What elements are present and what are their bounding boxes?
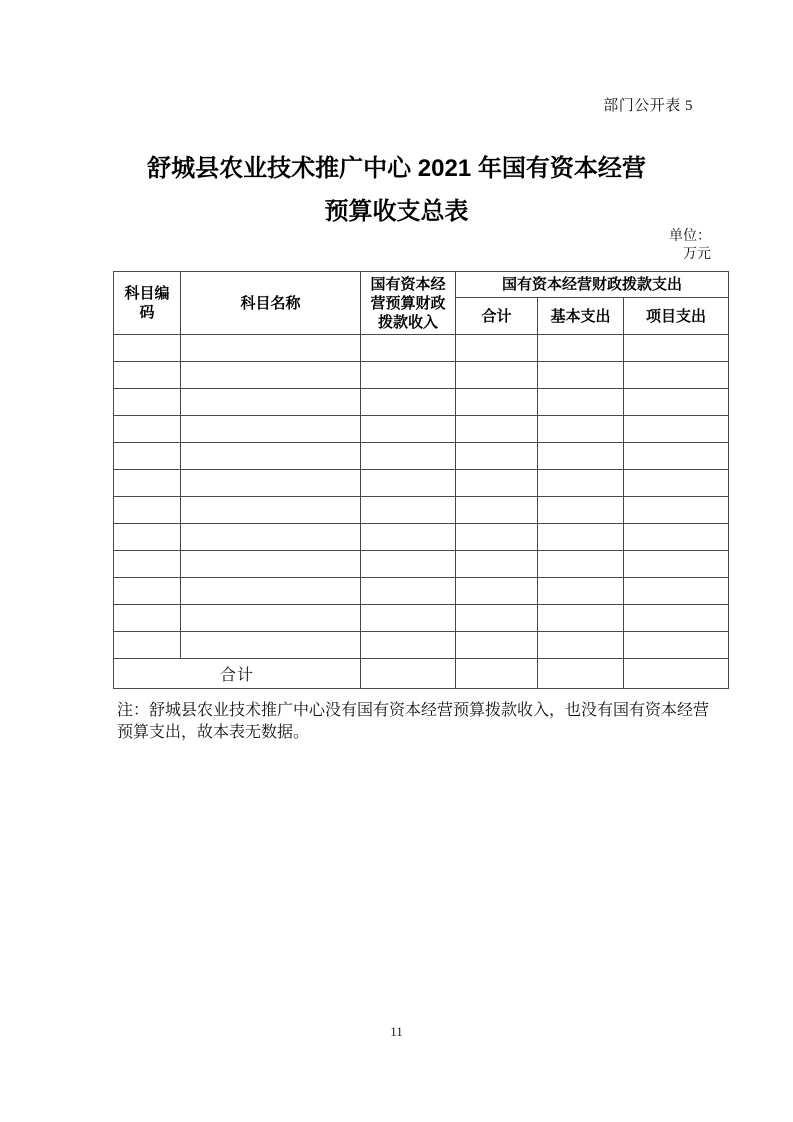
table-row — [114, 578, 729, 605]
table-cell — [114, 605, 181, 632]
total-row — [114, 659, 729, 689]
table-cell — [114, 335, 181, 362]
footnote-line-2: 预算支出，故本表无数据。 — [117, 724, 310, 741]
page-number: 11 — [390, 1024, 403, 1039]
col-header-expense-group: 国有资本经营财政拨款支出 — [456, 272, 729, 298]
table-cell — [361, 389, 456, 416]
table-cell — [456, 524, 538, 551]
table-cell — [361, 551, 456, 578]
unit-label: 单位： — [669, 229, 711, 244]
footnote — [117, 700, 723, 744]
table-cell — [456, 497, 538, 524]
table-cell — [538, 524, 624, 551]
table-cell — [114, 578, 181, 605]
table-cell — [114, 470, 181, 497]
table-cell — [181, 470, 361, 497]
table-cell — [181, 632, 361, 659]
table-cell — [538, 605, 624, 632]
table-row — [114, 497, 729, 524]
table-body — [114, 335, 729, 659]
col-header-subject-name: 科目名称 — [181, 272, 361, 335]
table-cell — [624, 416, 729, 443]
table-cell — [361, 524, 456, 551]
col-header-expense-project: 项目支出 — [624, 298, 729, 335]
col-header-expense-total: 合计 — [456, 298, 538, 335]
table-row — [114, 362, 729, 389]
table-cell — [181, 389, 361, 416]
table-cell — [361, 443, 456, 470]
header-row-1 — [114, 272, 729, 298]
table-cell — [361, 497, 456, 524]
col-header-subject-code: 科目编码 — [114, 272, 181, 335]
table-cell — [114, 443, 181, 470]
table-cell — [624, 605, 729, 632]
table-cell — [538, 362, 624, 389]
budget-summary-table — [113, 271, 729, 689]
table-cell — [456, 551, 538, 578]
table-cell — [624, 362, 729, 389]
table-row — [114, 524, 729, 551]
table-cell — [361, 632, 456, 659]
table-cell — [624, 524, 729, 551]
table-cell — [361, 470, 456, 497]
table-cell — [624, 470, 729, 497]
table-row — [114, 605, 729, 632]
table-cell — [114, 632, 181, 659]
table-cell — [181, 335, 361, 362]
total-row-label: 合计 — [114, 659, 361, 689]
table-cell — [538, 632, 624, 659]
document-title — [0, 147, 793, 233]
table-cell — [456, 605, 538, 632]
table-cell — [456, 443, 538, 470]
table-cell — [456, 470, 538, 497]
col-header-expense-basic: 基本支出 — [538, 298, 624, 335]
table-cell — [181, 497, 361, 524]
table-cell — [456, 416, 538, 443]
table-cell — [624, 632, 729, 659]
table-cell — [181, 362, 361, 389]
table-row — [114, 632, 729, 659]
total-expense-project-cell — [624, 659, 729, 689]
table-cell — [538, 497, 624, 524]
table-cell — [114, 524, 181, 551]
table-cell — [361, 362, 456, 389]
table-cell — [538, 470, 624, 497]
table-cell — [114, 389, 181, 416]
total-income-cell — [361, 659, 456, 689]
table-cell — [181, 524, 361, 551]
table-cell — [624, 389, 729, 416]
table-cell — [624, 497, 729, 524]
total-expense-basic-cell — [538, 659, 624, 689]
table-cell — [456, 632, 538, 659]
col-header-income: 国有资本经营预算财政拨款收入 — [361, 272, 456, 335]
unit-annotation — [669, 228, 711, 264]
table-cell — [456, 335, 538, 362]
table-row — [114, 551, 729, 578]
title-line-1: 舒城县农业技术推广中心 2021 年国有资本经营 — [147, 155, 646, 182]
table-row — [114, 470, 729, 497]
table-cell — [361, 605, 456, 632]
table-cell — [624, 443, 729, 470]
table-cell — [538, 578, 624, 605]
table-cell — [181, 578, 361, 605]
table-cell — [114, 416, 181, 443]
table-cell — [456, 578, 538, 605]
sheet-index-label: 部门公开表 5 — [603, 98, 693, 114]
table-cell — [456, 389, 538, 416]
table-cell — [624, 578, 729, 605]
table-cell — [361, 335, 456, 362]
table-cell — [538, 416, 624, 443]
table-cell — [538, 389, 624, 416]
table-cell — [361, 416, 456, 443]
table-cell — [181, 416, 361, 443]
table-cell — [456, 362, 538, 389]
table-cell — [538, 335, 624, 362]
title-line-2: 预算收支总表 — [324, 198, 469, 225]
table-header — [114, 272, 729, 335]
table-cell — [624, 551, 729, 578]
table-footer — [114, 659, 729, 689]
table-cell — [181, 605, 361, 632]
table-cell — [114, 497, 181, 524]
footnote-line-1: 注：舒城县农业技术推广中心没有国有资本经营预算拨款收入，也没有国有资本经营 — [117, 702, 710, 719]
table-row — [114, 335, 729, 362]
table-row — [114, 443, 729, 470]
unit-value: 万元 — [683, 247, 711, 262]
table-cell — [114, 362, 181, 389]
table-cell — [114, 551, 181, 578]
table-cell — [181, 551, 361, 578]
table-cell — [538, 443, 624, 470]
table-cell — [538, 551, 624, 578]
table-row — [114, 416, 729, 443]
table-row — [114, 389, 729, 416]
total-expense-total-cell — [456, 659, 538, 689]
table-cell — [361, 578, 456, 605]
table-cell — [181, 443, 361, 470]
table-cell — [624, 335, 729, 362]
